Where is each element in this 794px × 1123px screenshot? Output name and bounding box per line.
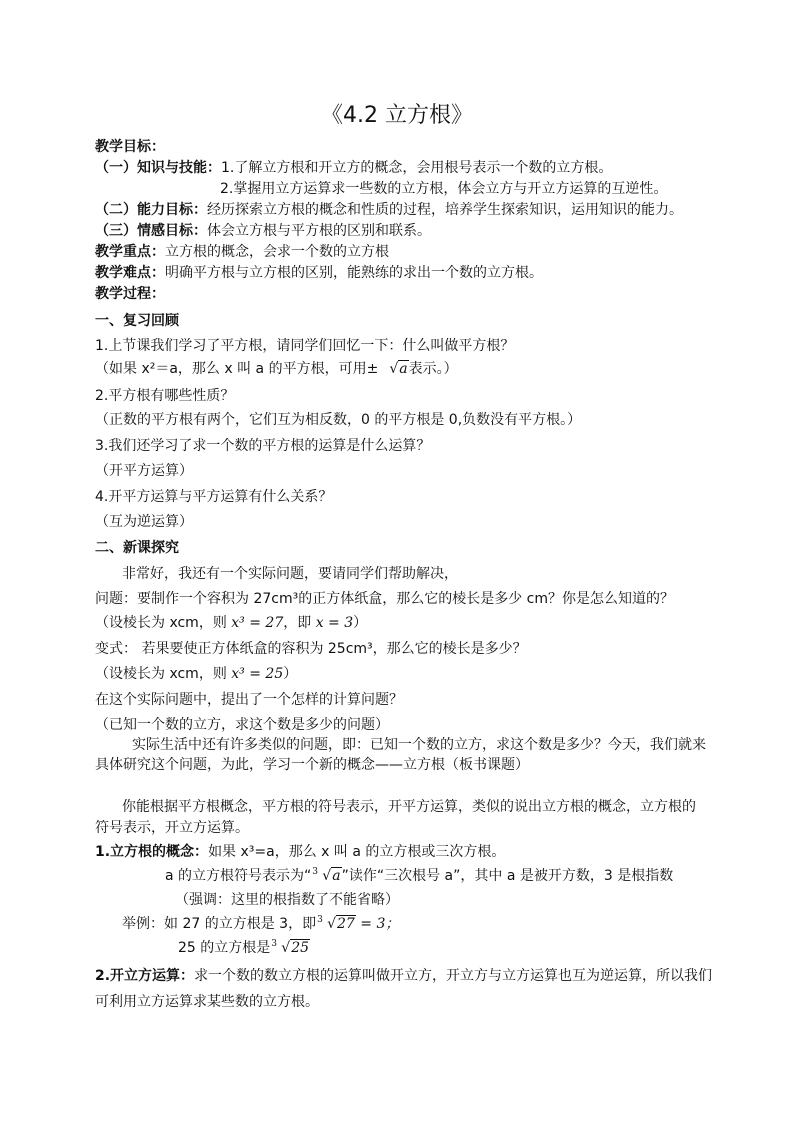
review-a4: （互为逆运算） — [95, 514, 193, 530]
concept-definition — [95, 842, 505, 862]
review-q2: 2.平方根有哪些性质？ — [95, 388, 235, 404]
document-title: 《4.2 立方根》 — [321, 103, 473, 128]
cube-root-27-radicand: 27 — [337, 916, 355, 932]
goal-emotion-label: （三）情感目标： — [95, 223, 207, 239]
goal-ability-label: （二）能力目标： — [95, 202, 207, 218]
cube-root-25: 3 √25 — [271, 938, 310, 958]
cube-root-27: 3 √27 — [317, 914, 356, 934]
review-q3: 3.我们还学习了求一个数的平方根的运算是什么运算？ — [95, 438, 431, 454]
variant-answer-post: ） — [283, 666, 298, 682]
review-heading: 一、复习回顾 — [95, 313, 179, 329]
problem-answer-pre: （设棱长为 xcm，则 — [95, 615, 227, 631]
equation-x-3: x = 3 — [315, 615, 354, 631]
difficulty — [95, 263, 543, 283]
key-point-label: 教学重点： — [95, 244, 165, 260]
concept-label: 1.立方根的概念： — [95, 844, 209, 860]
cube-root-27-index: 3 — [317, 915, 323, 925]
review-a1 — [95, 359, 458, 379]
operation-text-2: 可利用立方运算求某些数的立方根。 — [95, 994, 319, 1010]
explore-problem: 问题：要制作一个容积为 27cm³的正方体纸盒，那么它的棱长是多少 cm？你是怎么知道的？ — [95, 591, 674, 607]
goals-heading: 教学目标： — [95, 139, 165, 155]
review-a3: （开平方运算） — [95, 463, 193, 479]
review-a1-pre: （如果 x²＝a，那么 x 叫 a 的平方根，可用± — [95, 361, 379, 377]
explore-variant-answer — [95, 664, 297, 684]
goal-knowledge-label: （一）知识与技能： — [95, 160, 221, 176]
equation-x-cubed-25: x³ = 25 — [231, 666, 284, 682]
review-a2: （正数的平方根有两个，它们互为相反数，0 的平方根是 0,负数没有平方根。） — [95, 412, 582, 428]
square-root-expression: √a — [389, 361, 408, 377]
cube-root-25-index: 3 — [271, 939, 277, 949]
concept-symbol — [165, 866, 673, 886]
explore-question: 在这个实际问题中，提出了一个怎样的计算问题？ — [95, 692, 403, 708]
goal-knowledge — [95, 158, 612, 178]
goal-ability — [95, 200, 683, 220]
concept-example-27 — [122, 914, 399, 934]
square-root-radicand: a — [399, 361, 408, 377]
variant-answer-pre: （设棱长为 xcm，则 — [95, 666, 227, 682]
explore-life-2: 具体研究这个问题，为此，学习一个新的概念——立方根（板书课题） — [95, 757, 529, 773]
problem-answer-post: ） — [353, 615, 368, 631]
difficulty-text: 明确平方根与立方根的区别，能熟练的求出一个数的立方根。 — [165, 265, 543, 281]
explore-analogy-1: 你能根据平方根概念，平方根的符号表示，开平方运算，类似的说出立方根的概念，立方根的 — [122, 799, 696, 815]
concept-example-25 — [178, 938, 310, 958]
process-heading: 教学过程： — [95, 286, 165, 302]
explore-life-1: 实际生活中还有许多类似的问题，即：已知一个数的立方，求这个数是多少？今天，我们就来 — [132, 737, 706, 753]
cube-root-symbol: 3 √a — [312, 866, 341, 886]
review-q1: 1.上节课我们学习了平方根，请同学们回忆一下：什么叫做平方根？ — [95, 338, 515, 354]
cube-root-25-radicand: 25 — [291, 940, 310, 956]
review-q4: 4.开平方运算与平方运算有什么关系？ — [95, 489, 333, 505]
cube-root-radicand: a — [332, 868, 341, 884]
difficulty-label: 教学难点： — [95, 265, 165, 281]
example-25-pre: 25 的立方根是 — [178, 940, 271, 956]
goal-emotion-text: 体会立方根与平方根的区别和联系。 — [207, 223, 431, 239]
example-27-result: = 3； — [355, 916, 400, 932]
goal-knowledge-2: 2.掌握用立方运算求一些数的立方根，体会立方与开立方运算的互逆性。 — [220, 181, 668, 197]
goal-knowledge-text: 1.了解立方根和开立方的概念，会用根号表示一个数的立方根。 — [221, 160, 613, 176]
key-point — [95, 242, 389, 262]
problem-answer-mid: ，即 — [283, 615, 312, 631]
explore-question-answer: （已知一个数的立方，求这个数是多少的问题） — [95, 717, 389, 733]
concept-symbol-pre: a 的立方根符号表示为“ — [165, 868, 312, 884]
goal-emotion — [95, 221, 431, 241]
equation-x-cubed-27: x³ = 27 — [231, 615, 284, 631]
example-27-pre: 举例：如 27 的立方根是 3，即 — [122, 916, 317, 932]
concept-note: （强调：这里的根指数了不能省略） — [175, 892, 399, 908]
goal-ability-text: 经历探索立方根的概念和性质的过程，培养学生探索知识，运用知识的能力。 — [207, 202, 683, 218]
explore-heading: 二、新课探究 — [95, 540, 179, 556]
explore-intro: 非常好，我还有一个实际问题，要请同学们帮助解决， — [122, 566, 458, 582]
explore-variant: 变式： 若果要使正方体纸盒的容积为 25cm³，那么它的棱长是多少？ — [95, 641, 527, 657]
explore-analogy-2: 符号表示，开立方运算。 — [95, 820, 249, 836]
review-a1-post: 表示。） — [408, 361, 458, 377]
explore-problem-answer — [95, 613, 367, 633]
operation-text-1: 求一个数的数立方根的运算叫做开立方，开立方与立方运算也互为逆运算，所以我们 — [194, 968, 713, 984]
key-point-text: 立方根的概念，会求一个数的立方根 — [165, 244, 389, 260]
cube-root-index: 3 — [312, 867, 319, 877]
operation-label: 2.开立方运算： — [95, 968, 195, 984]
concept-text: 如果 x³=a，那么 x 叫 a 的立方根或三次方根。 — [208, 844, 506, 860]
operation-definition — [95, 966, 712, 986]
concept-symbol-post: ”读作“三次根号 a”，其中 a 是被开方数，3 是根指数 — [341, 868, 674, 884]
